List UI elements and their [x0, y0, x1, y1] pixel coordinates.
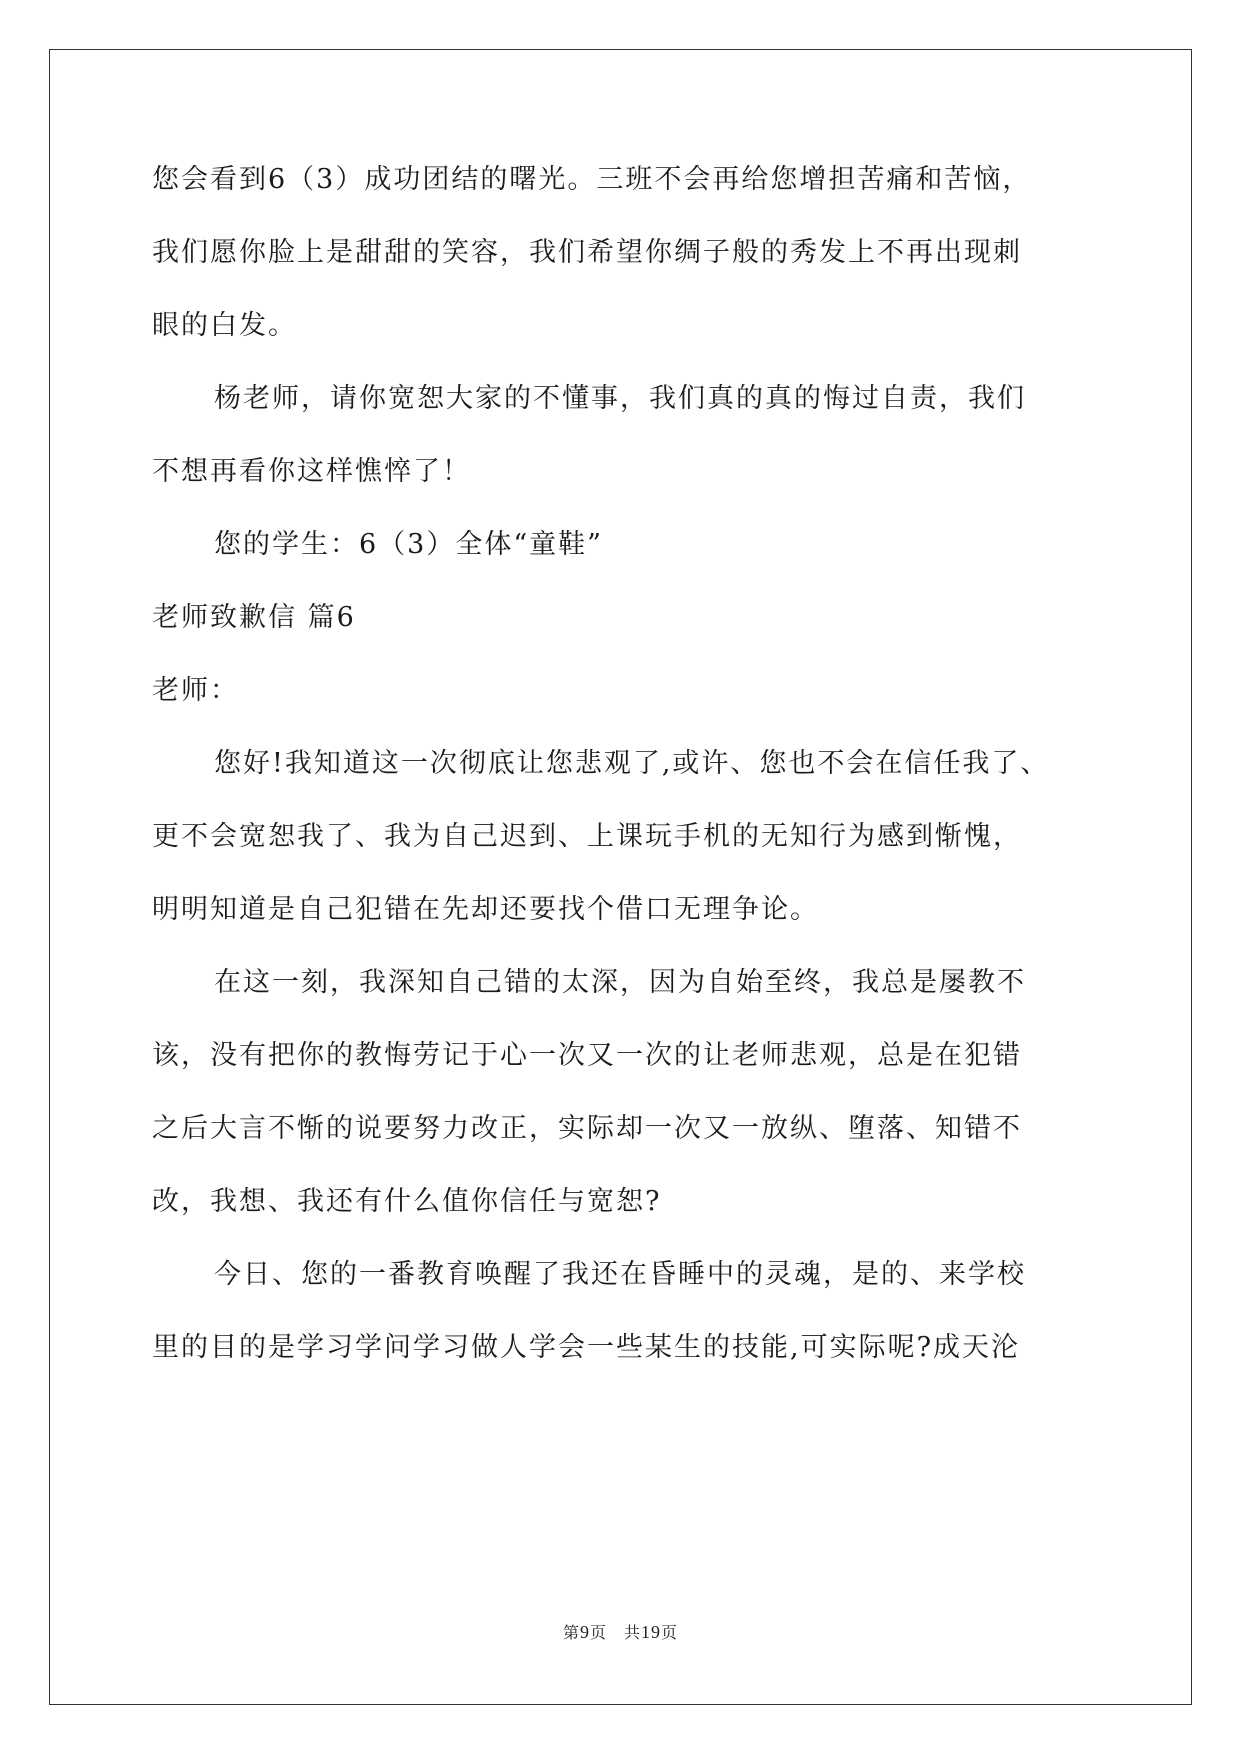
text-line: 今日、您的一番教育唤醒了我还在昏睡中的灵魂，是的、来学校 [214, 1259, 1026, 1290]
text-line: 您好!我知道这一次彻底让您悲观了,或许、您也不会在信任我了、 [214, 748, 1050, 779]
footer-prefix: 第 [562, 1623, 580, 1642]
text-line: 杨老师，请你宽恕大家的不懂事，我们真的真的悔过自责，我们 [214, 383, 1026, 414]
total-page-count: 19 [641, 1622, 661, 1642]
signature-line: 您的学生：6（3）全体“童鞋” [214, 529, 603, 560]
current-page-number: 9 [579, 1622, 590, 1642]
section-heading: 老师致歉信 篇6 [152, 602, 356, 633]
footer-suffix: 页 [661, 1623, 679, 1642]
footer-middle: 页 共 [589, 1623, 641, 1642]
salutation: 老师： [152, 675, 239, 706]
text-line: 更不会宽恕我了、我为自己迟到、上课玩手机的无知行为感到惭愧， [152, 821, 1022, 852]
page-footer [0, 1620, 1241, 1643]
text-line: 您会看到6（3）成功团结的曙光。三班不会再给您增担苦痛和苦恼， [152, 164, 1032, 195]
page-border [49, 49, 1192, 1705]
text-line: 改，我想、我还有什么值你信任与宽恕? [152, 1186, 662, 1217]
text-line: 眼的白发。 [152, 310, 297, 341]
text-line: 不想再看你这样憔悴了！ [152, 456, 471, 487]
text-line: 该，没有把你的教悔劳记于心一次又一次的让老师悲观，总是在犯错 [152, 1040, 1022, 1071]
text-line: 明明知道是自己犯错在先却还要找个借口无理争论。 [152, 894, 819, 925]
text-line: 我们愿你脸上是甜甜的笑容，我们希望你绸子般的秀发上不再出现刺 [152, 237, 1022, 268]
text-line: 在这一刻，我深知自己错的太深，因为自始至终，我总是屡教不 [214, 967, 1026, 998]
text-line: 之后大言不惭的说要努力改正，实际却一次又一放纵、堕落、知错不 [152, 1113, 1022, 1144]
text-line: 里的目的是学习学问学习做人学会一些某生的技能,可实际呢?成天沦 [152, 1332, 1021, 1363]
